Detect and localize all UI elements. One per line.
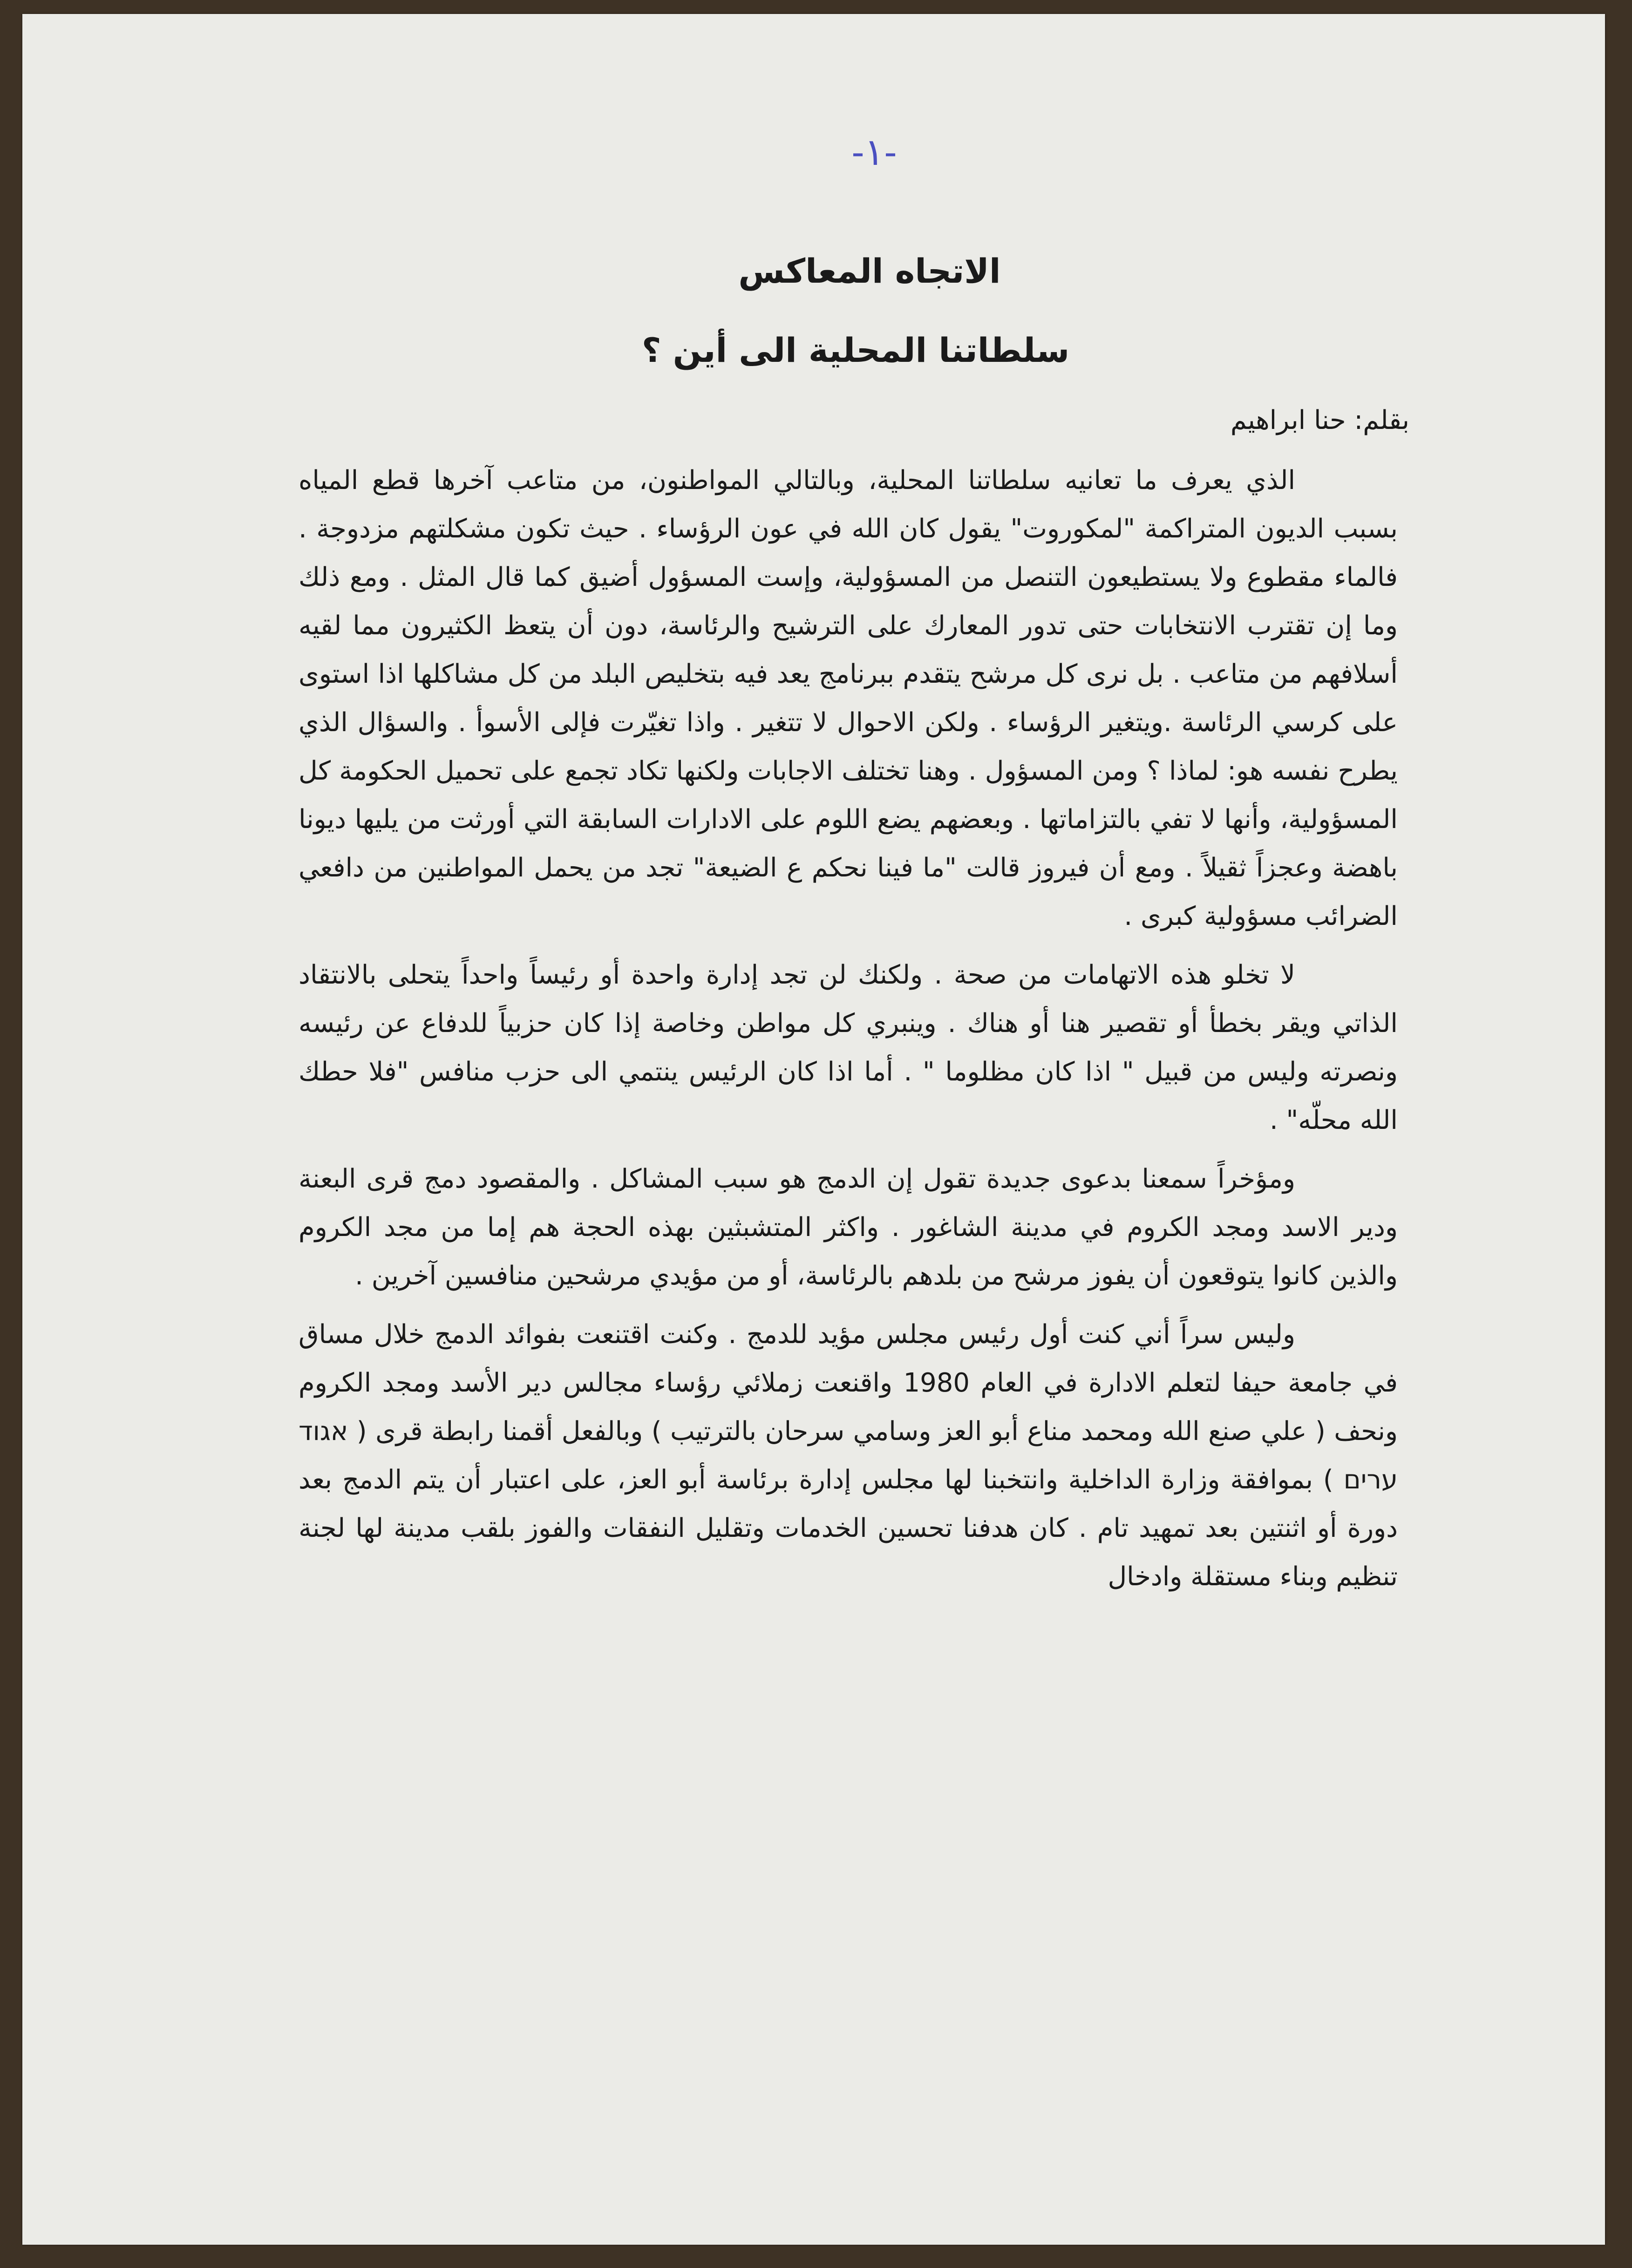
- paragraph-1: الذي يعرف ما تعانيه سلطاتنا المحلية، وبالتالي المواطنون، من متاعب آخرها قطع المياه بسبب الديون المتراكمة "لمكوروت" يقول كان الله في عون الرؤساء . حيث تكون مشكلتهم مزدوجة . فالماء مقطوع ولا يستطيعون التنصل من المسؤولية، وإست المسؤول أضيق كما قال المثل . ومع ذلك وما إن تقترب الانتخابات حتى تدور المعارك على الترشيح والرئاسة، دون أن يتعظ الكثيرون مما لقيه أسلافهم من متاعب . بل نرى كل مرشح يتقدم ببرنامج يعد فيه بتخليص البلد من كل مشاكلها اذا استوى على كرسي الرئاسة .ويتغير الرؤساء . ولكن الاحوال لا تتغير . واذا تغيّرت فإلى الأسوأ . والسؤال الذي يطرح نفسه هو: لماذا ؟ ومن المسؤول . وهنا تختلف الاجابات ولكنها تكاد تجمع على تحميل الحكومة كل المسؤولية، وأنها لا تفي بالتزاماتها . وبعضهم يضع اللوم على الادارات السابقة التي أورثت من يليها ديونا باهضة وعجزاً ثقيلاً . ومع أن فيروز قالت "ما فينا نحكم ع الضيعة" تجد من يحمل المواطنين من دافعي الضرائب مسؤولية كبرى .: [299, 465, 1398, 931]
- author-byline: بقلم: حنا ابراهيم: [1230, 405, 1409, 435]
- paragraph-2: لا تخلو هذه الاتهامات من صحة . ولكنك لن تجد إدارة واحدة أو رئيساً واحداً يتحلى بالانتقاد الذاتي ويقر بخطأ أو تقصير هنا أو هناك . وينبري كل مواطن وخاصة إذا كان حزبياً للدفاع عن رئيسه ونصرته وليس من قبيل " اذا كان مظلوما " . أما اذا كان الرئيس ينتمي الى حزب منافس "فلا حطك الله محلّه" .: [299, 960, 1398, 1135]
- paragraph-3: ومؤخراً سمعنا بدعوى جديدة تقول إن الدمج هو سبب المشاكل . والمقصود دمج قرى البعنة ودير الاسد ومجد الكروم في مدينة الشاغور . واكثر المتشبثين بهذه الحجة هم إما من مجد الكروم والذين كانوا يتوقعون أن يفوز مرشح من بلدهم بالرئاسة، أو من مؤيدي مرشحين منافسين آخرين .: [299, 1164, 1398, 1291]
- page-number: -١-: [851, 130, 897, 174]
- document-page: [22, 14, 1605, 2245]
- article-body: [299, 456, 1398, 1611]
- article-subtitle: سلطاتنا المحلية الى أين ؟: [641, 331, 1070, 370]
- paragraph-4: وليس سراً أني كنت أول رئيس مجلس مؤيد للدمج . وكنت اقتنعت بفوائد الدمج خلال مساق في جامعة حيفا لتعلم الادارة في العام 1980 واقنعت زملائي رؤساء مجالس دير الأسد ومجد الكروم ونحف ( علي صنع الله ومحمد مناع أبو العز وسامي سرحان بالترتيب ) وبالفعل أقمنا رابطة قرى ( אגוד ערים ) بموافقة وزارة الداخلية وانتخبنا لها مجلس إدارة برئاسة أبو العز، على اعتبار أن يتم الدمج بعد دورة أو اثنتين بعد تمهيد تام . كان هدفنا تحسين الخدمات وتقليل النفقات والفوز بلقب مدينة لها لجنة تنظيم وبناء مستقلة وادخال: [299, 1319, 1398, 1592]
- article-title: الاتجاه المعاكس: [738, 251, 1001, 291]
